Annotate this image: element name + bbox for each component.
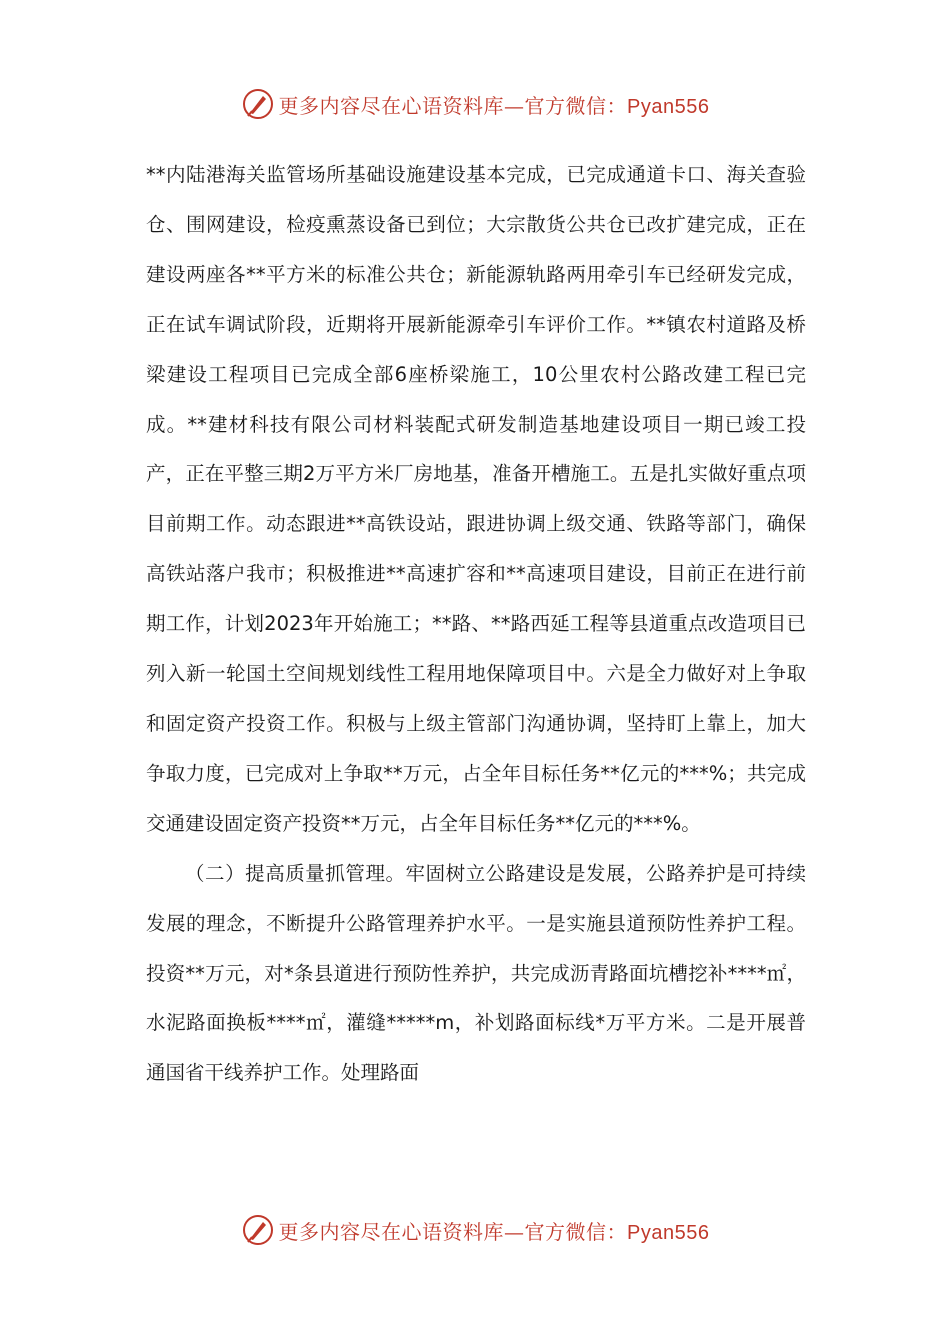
quill-pen-logo-icon	[241, 87, 275, 121]
document-body	[146, 150, 806, 1098]
watermark-wechat-id: Pyan556	[627, 95, 710, 118]
paragraph-1: **内陆港海关监管场所基础设施建设基本完成，已完成通道卡口、海关查验仓、围网建设，检疫熏蒸设备已到位；大宗散货公共仓已改扩建完成，正在建设两座各**平方米的标准公共仓；新能源轨路两用牵引车已经研发完成，正在试车调试阶段，近期将开展新能源牵引车评价工作。**镇农村道路及桥梁建设工程项目已完成全部6座桥梁施工，10公里农村公路改建工程已完成。**建材科技有限公司材料装配式研发制造基地建设项目一期已竣工投产，正在平整三期2万平方米厂房地基，准备开槽施工。五是扎实做好重点项目前期工作。动态跟进**高铁设站，跟进协调上级交通、铁路等部门，确保高铁站落户我市；积极推进**高速扩容和**高速项目建设，目前正在进行前期工作，计划2023年开始施工；**路、**路西延工程等县道重点改造项目已列入新一轮国土空间规划线性工程用地保障项目中。六是全力做好对上争取和固定资产投资工作。积极与上级主管部门沟通协调，坚持盯上靠上，加大争取力度，已完成对上争取**万元，占全年目标任务**亿元的***%；共完成交通建设固定资产投资**万元，占全年目标任务**亿元的***%。	[146, 163, 806, 835]
watermark-banner-top	[0, 82, 950, 126]
paragraph-2: （二）提高质量抓管理。牢固树立公路建设是发展，公路养护是可持续发展的理念，不断提升公路管理养护水平。一是实施县道预防性养护工程。投资**万元，对*条县道进行预防性养护，共完成沥青路面坑槽挖补****㎡，水泥路面换板****㎡，灌缝*****m，补划路面标线*万平方米。二是开展普通国省干线养护工作。处理路面	[146, 861, 806, 1085]
watermark-banner-bottom	[0, 1208, 950, 1252]
watermark-wechat-id: Pyan556	[627, 1221, 710, 1244]
watermark-text: 更多内容尽在心语资料库—官方微信：Pyan556	[278, 93, 710, 118]
quill-pen-logo-icon	[241, 1213, 275, 1247]
watermark-text: 更多内容尽在心语资料库—官方微信：Pyan556	[278, 1219, 710, 1244]
